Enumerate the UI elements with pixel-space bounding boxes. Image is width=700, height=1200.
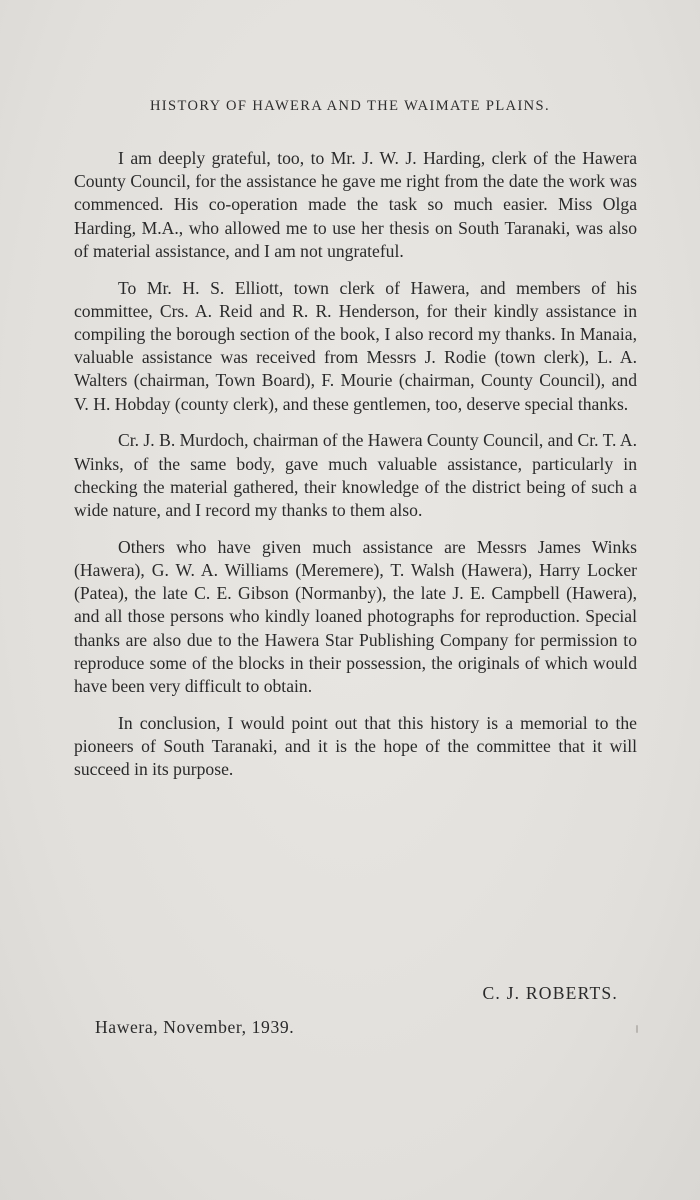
paragraph-acknowledgement-murdoch: Cr. J. B. Murdoch, chairman of the Hawera County Council, and Cr. T. A. Winks, of the same body, gave much valuable assistance, particularly in checking the material gathered, their knowledge of the district being of such a wide nature, and I record my thanks to them also. xyxy=(74,430,637,521)
paragraph-conclusion: In conclusion, I would point out that this history is a memorial to the pioneers of South Taranaki, and it is the hope of the committee that it will succeed in its purpose. xyxy=(74,712,637,780)
paragraph-acknowledgement-harding: I am deeply grateful, too, to Mr. J. W. J. Harding, clerk of the Hawera County Council, for the assistance he gave me right from the date the work was commenced. His co-operation made the task so much easier. Miss Olga Harding, M.A., who allowed me to use her thesis on South Taranaki, was also of material assistance, and I am not ungrateful. xyxy=(74,148,637,261)
place-date: Hawera, November, 1939. xyxy=(95,1017,295,1037)
running-head: HISTORY OF HAWERA AND THE WAIMATE PLAINS. xyxy=(149,98,551,114)
paragraph-acknowledgement-elliott: To Mr. H. S. Elliott, town clerk of Hawera, and members of his committee, Crs. A. Reid and R. R. Henderson, for their kindly assistance in compiling the borough section of the book, I also record my thanks. In Manaia, valuable assistance was received from Messrs J. Rodie (town clerk), L. A. Walters (chairman, Town Board), F. Mourie (chairman, County Council), and V. H. Hobday (county clerk), and these gentlemen, too, deserve special thanks. xyxy=(74,277,637,414)
paper-speck xyxy=(636,1025,638,1033)
author-signature: C. J. ROBERTS. xyxy=(482,983,618,1003)
body-text xyxy=(74,147,637,795)
paragraph-acknowledgement-others: Others who have given much assistance are Messrs James Winks (Hawera), G. W. A. Williams (Meremere), T. Walsh (Hawera), Harry Locker (Patea), the late C. E. Gibson (Normanby), the late J. E. Campbell (Hawera), and all those persons who kindly loaned photographs for reproduction. Special thanks are also due to the Hawera Star Publishing Company for permission to reproduce some of the blocks in their possession, the originals of which would have been very difficult to obtain. xyxy=(74,536,637,697)
